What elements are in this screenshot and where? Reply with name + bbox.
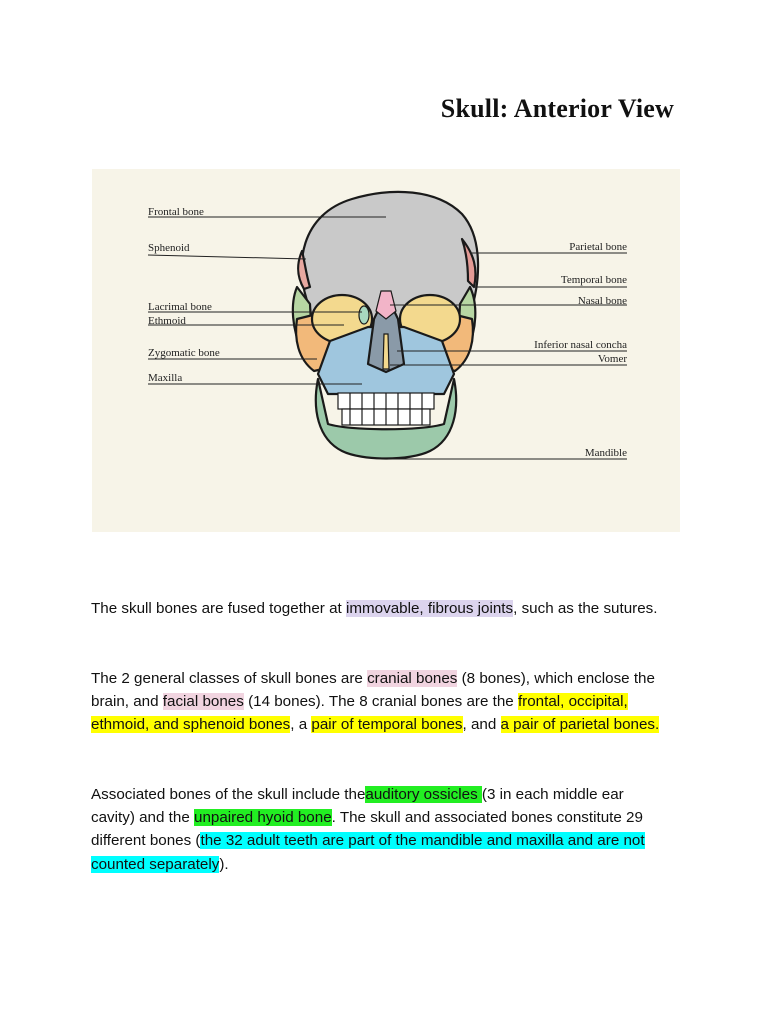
label-vomer: Vomer <box>597 353 627 365</box>
p2-text-a: The 2 general classes of skull bones are <box>91 670 368 687</box>
label-temporal-bone: Temporal bone <box>560 274 627 286</box>
p2-highlight-facial: facial bones <box>162 693 244 711</box>
p3-highlight-hyoid: unpaired hyoid bone <box>194 809 332 827</box>
p2-text-i: , and <box>462 716 501 734</box>
paragraph-fibrous-joints <box>91 597 671 620</box>
label-nasal-bone: Nasal bone <box>577 295 627 307</box>
vomer-shape <box>383 334 389 369</box>
p3-highlight-teeth: the 32 adult teeth are part of the mandible and maxilla and are not counted separately <box>91 832 645 873</box>
label-inferior-nasal-concha: Inferior nasal concha <box>534 339 627 351</box>
page-title: Skull: Anterior View <box>440 94 674 123</box>
skull-diagram <box>92 169 680 532</box>
p1-text-c: , such as the sutures. <box>513 600 658 617</box>
p3-text-c: (3 in each middle ear cavity) and the <box>91 786 624 827</box>
label-frontal-bone: Frontal bone <box>148 206 204 218</box>
label-maxilla: Maxilla <box>148 372 183 384</box>
lacrimal-bone-shape <box>359 306 369 324</box>
skull-illustration <box>92 169 680 532</box>
label-lacrimal-bone: Lacrimal bone <box>148 301 212 313</box>
label-parietal-bone: Parietal bone <box>569 241 627 253</box>
p1-highlight-joints: immovable, fibrous joints <box>345 600 514 617</box>
p3-text-e: . The skull and associated bones constitute 29 different bones ( <box>91 809 643 850</box>
paragraph-bone-classes <box>91 667 671 737</box>
paragraph-associated-bones <box>91 783 671 876</box>
p2-text-e: (14 bones). The 8 cranial bones are the <box>243 693 518 711</box>
label-ethmoid: Ethmoid <box>148 315 186 327</box>
label-zygomatic-bone: Zygomatic bone <box>148 347 220 359</box>
p3-highlight-ossicles: auditory ossicles <box>365 786 482 803</box>
p3-text-a: Associated bones of the skull include the <box>91 786 366 803</box>
label-sphenoid: Sphenoid <box>148 242 190 254</box>
p2-highlight-parietal: a pair of parietal bones. <box>500 716 660 734</box>
label-mandible: Mandible <box>584 447 627 459</box>
p2-highlight-temporal: pair of temporal bones <box>311 716 463 734</box>
p2-highlight-cranial-list: frontal, occipital, ethmoid, and sphenoid bones <box>91 693 628 734</box>
p3-text-g: ). <box>219 855 229 873</box>
p2-text-g: , a <box>290 716 312 734</box>
p1-text-a: The skull bones are fused together at <box>91 600 346 617</box>
p2-highlight-cranial: cranial bones <box>367 670 458 687</box>
p2-text-c: (8 bones), which enclose the brain, and <box>91 670 655 711</box>
